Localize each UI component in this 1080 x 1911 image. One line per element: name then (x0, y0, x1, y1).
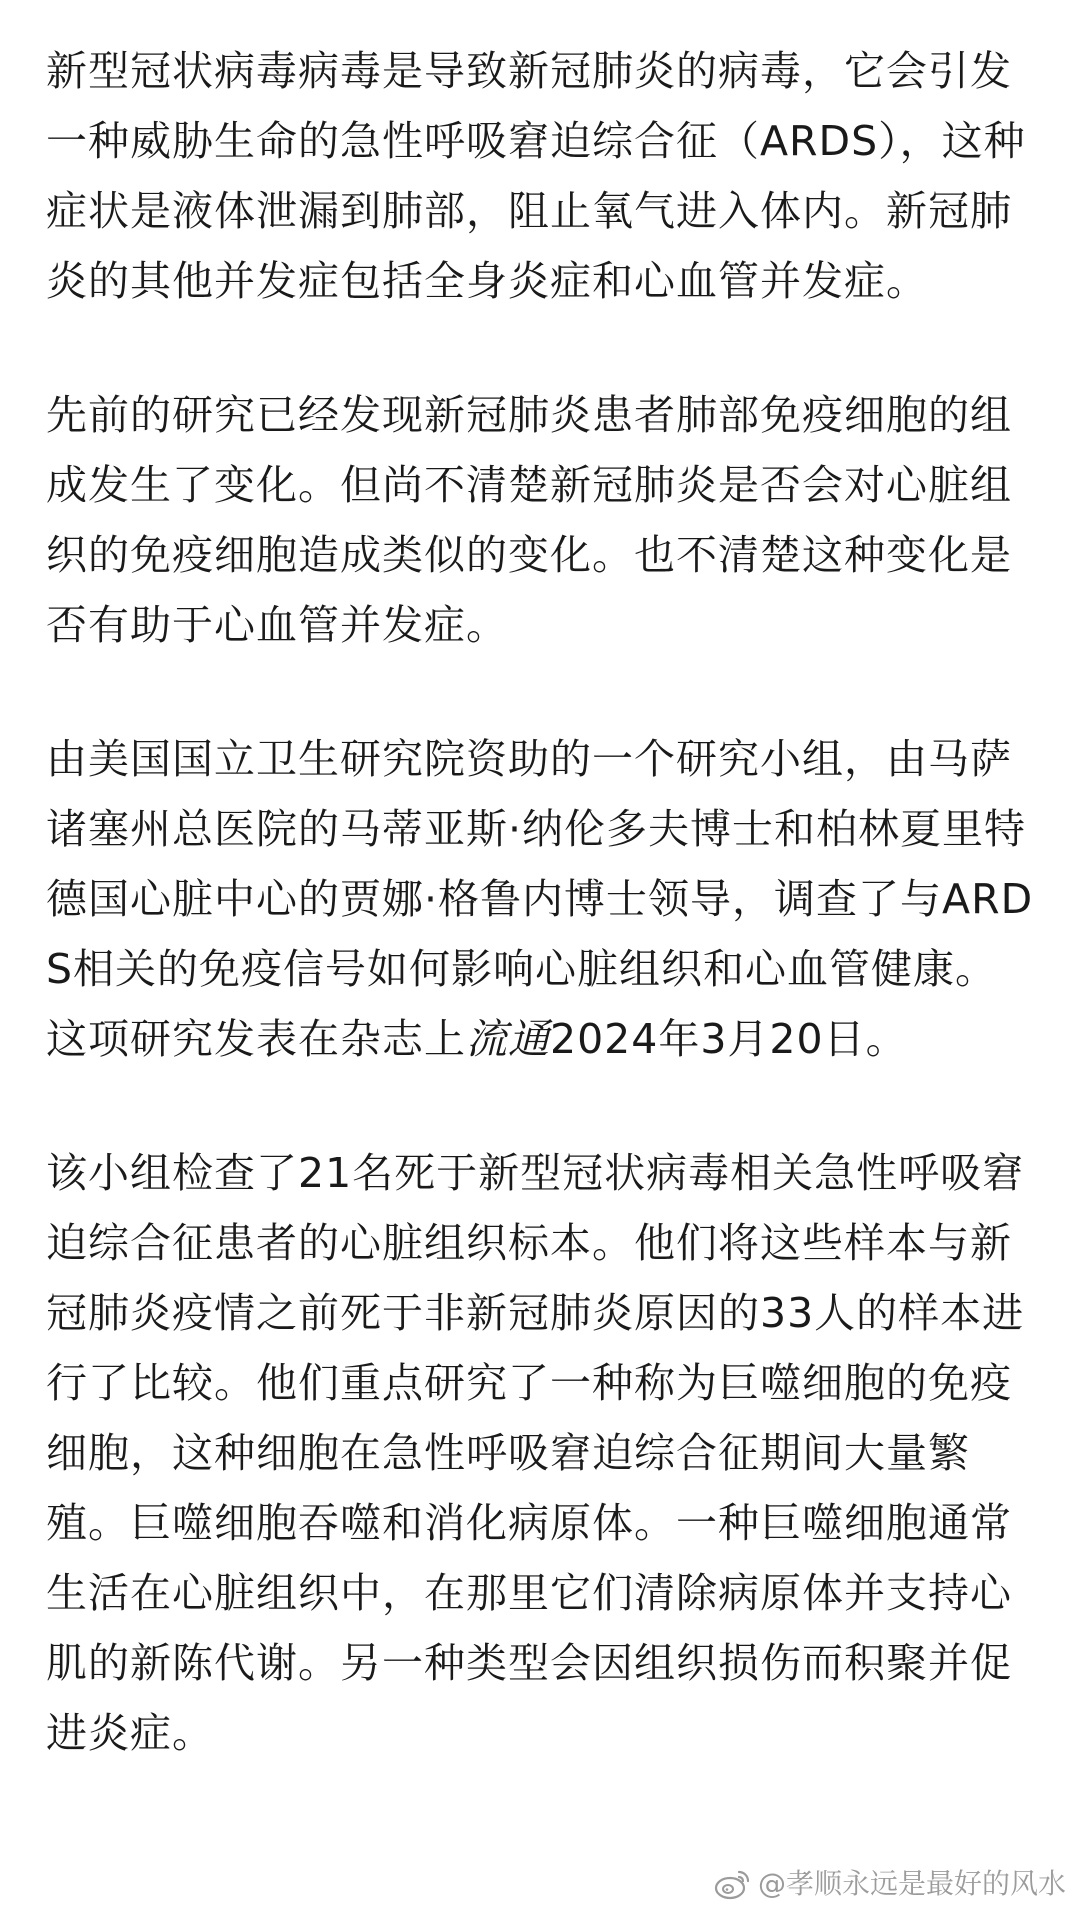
weibo-logo-icon (714, 1867, 752, 1901)
paragraph-3-text-after: 2024年3月20日。 (550, 1015, 908, 1063)
paragraph-4: 该小组检查了21名死于新型冠状病毒相关急性呼吸窘迫综合征患者的心脏组织标本。他们将这些样本与新冠肺炎疫情之前死于非新冠肺炎原因的33人的样本进行了比较。他们重点研究了一种称为巨噬细胞的免疫细胞，这种细胞在急性呼吸窘迫综合征期间大量繁殖。巨噬细胞吞噬和消化病原体。一种巨噬细胞通常生活在心脏组织中，在那里它们清除病原体并支持心肌的新陈代谢。另一种类型会因组织损伤而积聚并促进炎症。 (46, 1149, 1025, 1757)
paragraph-1: 新型冠状病毒病毒是导致新冠肺炎的病毒，它会引发一种威胁生命的急性呼吸窘迫综合征（ARDS），这种症状是液体泄漏到肺部，阻止氧气进入体内。新冠肺炎的其他并发症包括全身炎症和心血管并发症。 (46, 47, 1026, 305)
article-body (46, 36, 1036, 1768)
watermark-text: @孝顺永远是最好的风水 (757, 1867, 1066, 1900)
journal-name: 流通 (466, 1015, 550, 1063)
paragraph-3-text-before: 由美国国立卫生研究院资助的一个研究小组，由马萨诸塞州总医院的马蒂亚斯·纳伦多夫博士和柏林夏里特德国心脏中心的贾娜·格鲁内博士领导，调查了与ARDS相关的免疫信号如何影响心脏组织和心血管健康。这项研究发表在杂志上 (46, 735, 1034, 1063)
paragraph-3 (46, 724, 1036, 1074)
watermark (714, 1867, 1066, 1901)
paragraph-2: 先前的研究已经发现新冠肺炎患者肺部免疫细胞的组成发生了变化。但尚不清楚新冠肺炎是否会对心脏组织的免疫细胞造成类似的变化。也不清楚这种变化是否有助于心血管并发症。 (46, 391, 1012, 649)
